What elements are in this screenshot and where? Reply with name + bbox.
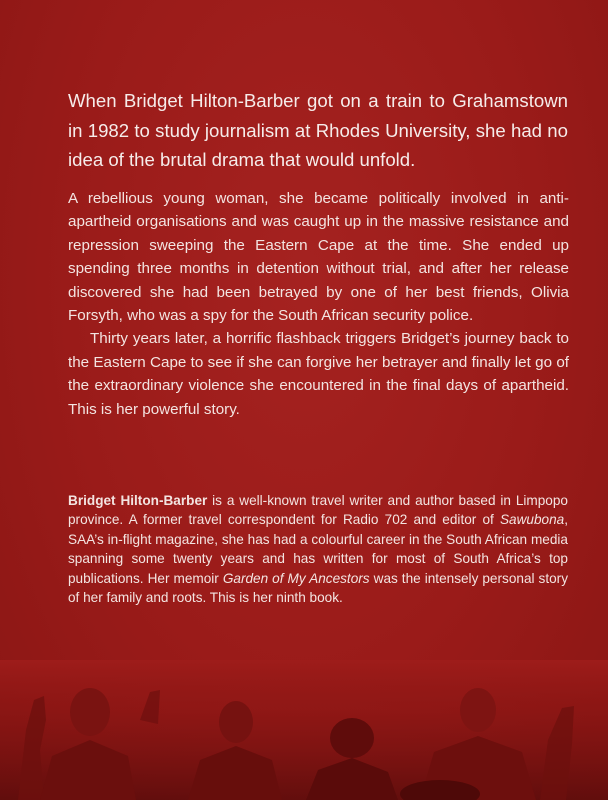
protester-2-head <box>219 701 253 743</box>
author-bio-text-2: , SAA’s in-flight magazine, she has had a colourful career in the South African media spanning some twenty years and has written for most of South Africa’s top publications. Her memoir <box>68 512 568 586</box>
protester-1-head <box>70 688 110 736</box>
synopsis <box>68 187 569 421</box>
author-bio <box>68 491 568 607</box>
author-bio-text-3: was the intensely personal story of her family and roots. This is her ninth book. <box>68 570 568 606</box>
protester-3-head <box>330 718 374 758</box>
memoir-title: Garden of My Ancestors <box>222 570 370 586</box>
magazine-name: Sawubona <box>499 512 565 528</box>
synopsis-paragraph-2: Thirty years later, a horrific flashback triggers Bridget’s journey back to the Eastern Cape to see if she can forgive her betrayer and finally let go of the extraordinary violence she encountered in the final days of apartheid. This is her powerful story. <box>68 330 569 418</box>
synopsis-paragraph-1: A rebellious young woman, she became politically involved in anti-apartheid organisations and was caught up in the massive resistance and repression sweeping the Eastern Cape at the time. She ended up spending three months in detention without trial, and after her release discovered she had been betrayed by one of her best friends, Olivia Forsyth, who was a spy for the South African security police. <box>68 190 569 325</box>
protest-crowd-photo <box>0 660 608 800</box>
protester-4-head <box>460 688 496 732</box>
author-name: Bridget Hilton-Barber <box>68 493 208 508</box>
lead-paragraph: When Bridget Hilton-Barber got on a train to Grahamstown in 1982 to study journalism at Rhodes University, she had no idea of the brutal drama that would unfold. <box>68 90 568 170</box>
author-bio-text-1: is a well-known travel writer and author based in Limpopo province. A former travel correspondent for Radio 702 and editor of <box>68 493 568 528</box>
